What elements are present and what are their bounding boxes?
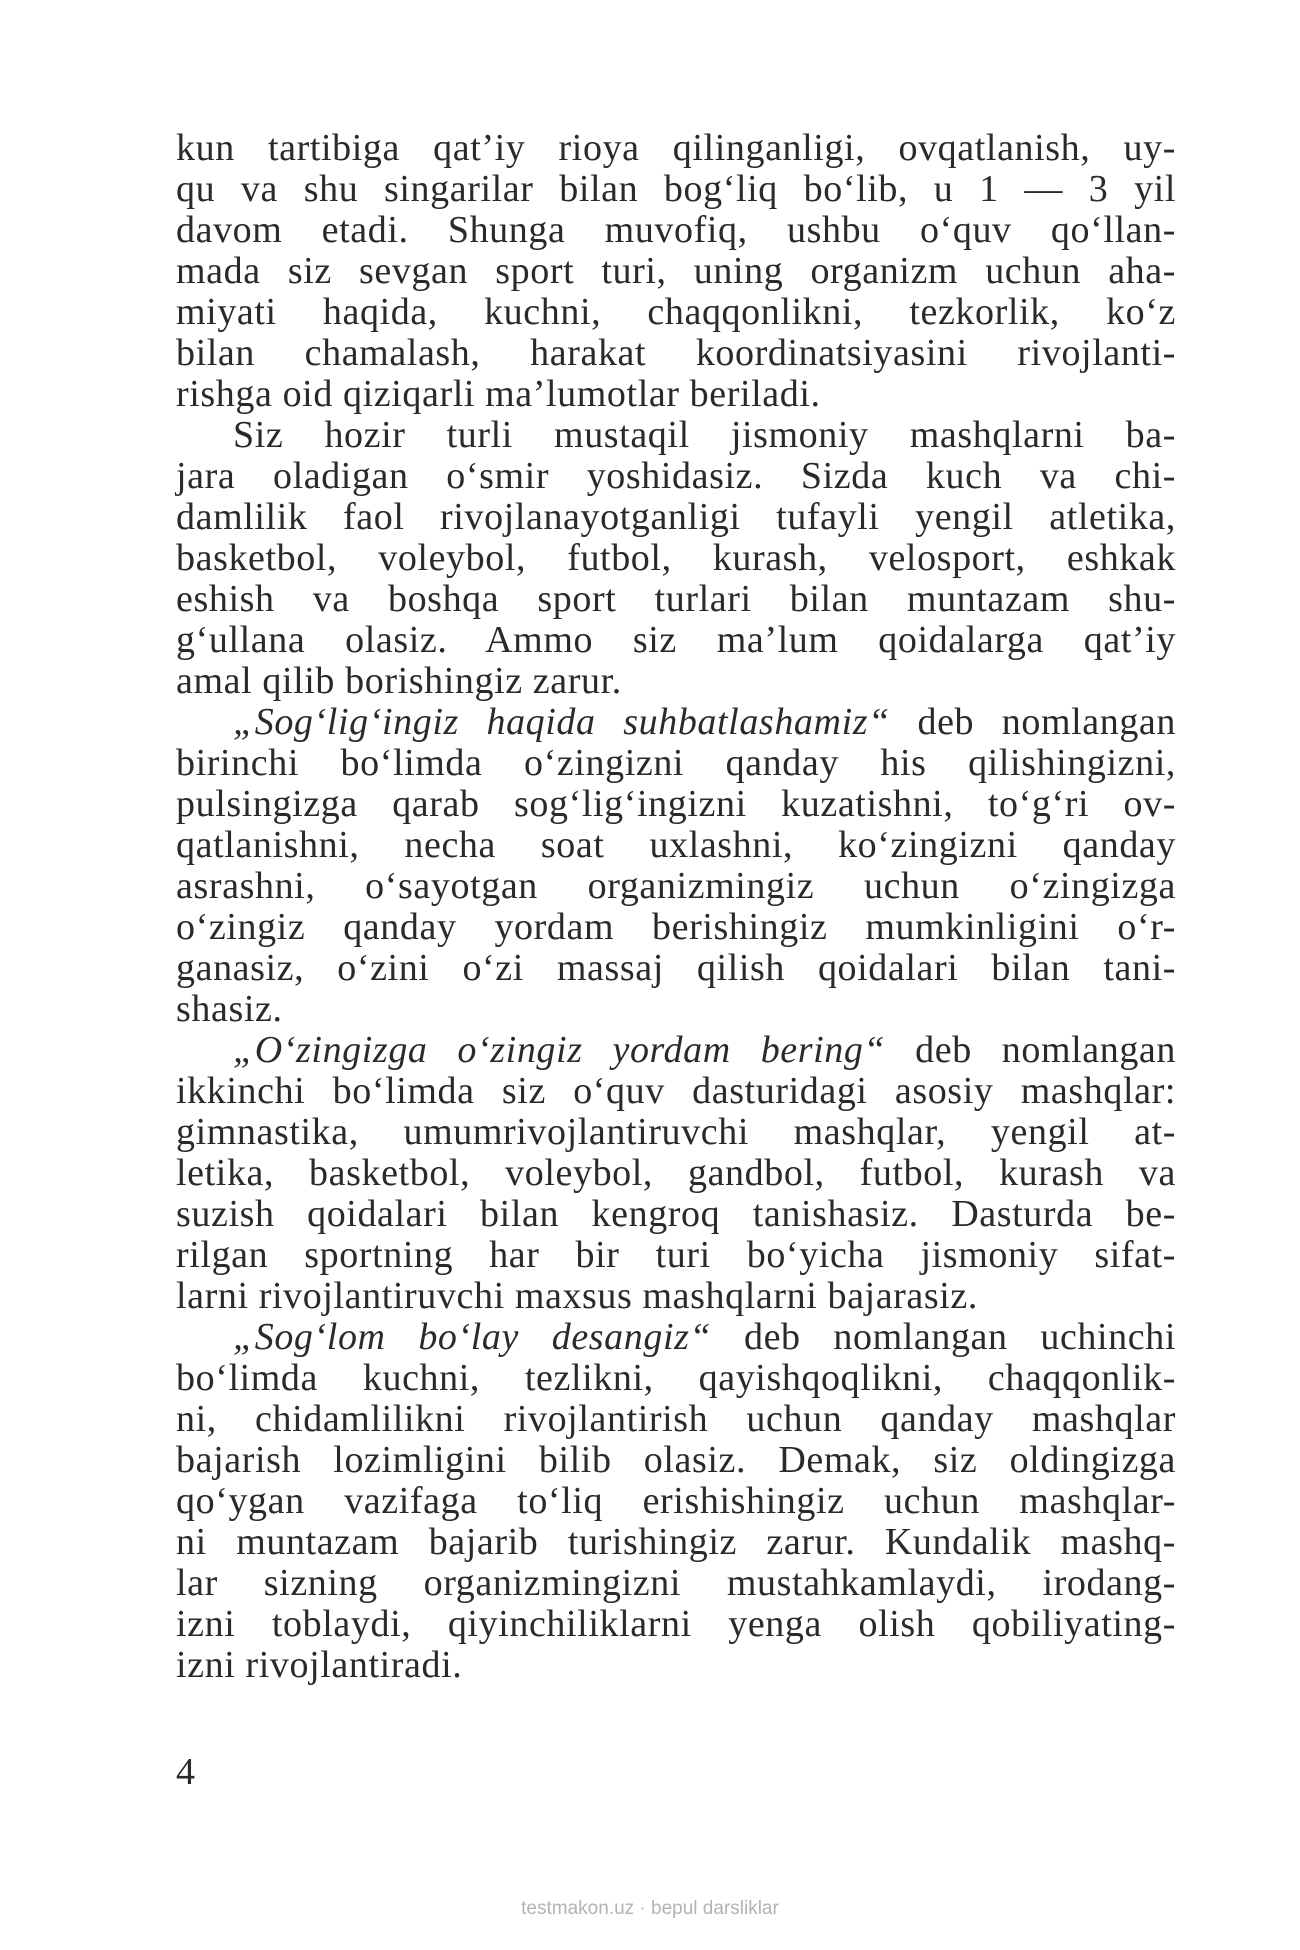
text-line: larni rivojlantiruvchi maxsus mashqlarni bajarasiz. [176,1275,978,1317]
paragraph-5 [176,1317,1176,1686]
section-title-emphasis: „O‘zingizga o‘zingiz yordam bering“ [233,1029,886,1071]
text-span: deb nomlangan uchinchi [711,1316,1176,1358]
text-line: kun tartibiga qat’iy rioya qilinganligi, ovqatlanish, uy- [176,127,1176,169]
section-title-emphasis: „Sog‘lig‘ingiz haqida suhbatlashamiz“ [233,701,890,743]
paragraph-2 [176,415,1176,702]
text-line: izni rivojlantiradi. [176,1644,463,1686]
text-span: deb nomlangan [885,1029,1176,1071]
text-line: eshish va boshqa sport turlari bilan muntazam shu- [176,578,1176,620]
text-line: miyati haqida, kuchni, chaqqonlikni, tezkorlik, ko‘z [176,291,1176,333]
text-line: asrashni, o‘sayotgan organizmingiz uchun o‘zingizga [176,865,1176,907]
document-body [176,128,1176,1686]
text-line: shasiz. [176,988,283,1030]
text-line: letika, basketbol, voleybol, gandbol, futbol, kurash va [176,1152,1176,1194]
text-line: qo‘ygan vazifaga to‘liq erishishingiz uchun mashqlar- [176,1480,1176,1522]
text-line: qatlanishni, necha soat uxlashni, ko‘zingizni qanday [176,824,1176,866]
text-line: basketbol, voleybol, futbol, kurash, velosport, eshkak [176,537,1176,579]
text-span: deb nomlangan [889,701,1176,743]
page-number: 4 [176,1751,195,1793]
text-line: bo‘limda kuchni, tezlikni, qayishqoqlikni, chaqqonlik- [176,1357,1176,1399]
text-line: g‘ullana olasiz. Ammo siz ma’lum qoidalarga qat’iy [176,619,1176,661]
text-line: mada siz sevgan sport turi, uning organizm uchun aha- [176,250,1176,292]
text-line: lar sizning organizmingizni mustahkamlaydi, irodang- [176,1562,1176,1604]
watermark-text: testmakon.uz · bepul darsliklar [521,1898,779,1919]
text-line: o‘zingiz qanday yordam berishingiz mumkinligini o‘r- [176,906,1176,948]
text-line: ni muntazam bajarib turishingiz zarur. Kundalik mashq- [176,1521,1176,1563]
paragraph-3 [176,702,1176,1030]
text-line: amal qilib borishingiz zarur. [176,660,622,702]
text-line: ganasiz, o‘zini o‘zi massaj qilish qoidalari bilan tani- [176,947,1176,989]
text-line [176,1317,1176,1358]
text-line: davom etadi. Shunga muvofiq, ushbu o‘quv qo‘llan- [176,209,1176,251]
paragraph-1 [176,128,1176,415]
text-line: Siz hozir turli mustaqil jismoniy mashqlarni ba- [233,414,1176,456]
text-line: rishga oid qiziqarli ma’lumotlar beriladi. [176,373,821,415]
text-line: jara oladigan o‘smir yoshidasiz. Sizda kuch va chi- [176,455,1176,497]
text-line: qu va shu singarilar bilan bog‘liq bo‘lib, u 1 — 3 yil [176,168,1176,210]
paragraph-4 [176,1030,1176,1317]
text-line: birinchi bo‘limda o‘zingizni qanday his qilishingizni, [176,742,1176,784]
text-line: gimnastika, umumrivojlantiruvchi mashqlar, yengil at- [176,1111,1176,1153]
text-line: pulsingizga qarab sog‘lig‘ingizni kuzatishni, to‘g‘ri ov- [176,783,1176,825]
section-title-emphasis: „Sog‘lom bo‘lay desangiz“ [233,1316,712,1358]
text-line: izni toblaydi, qiyinchiliklarni yenga olish qobiliyating- [176,1603,1176,1645]
text-line [176,702,1176,743]
text-line [176,1030,1176,1071]
text-line: bilan chamalash, harakat koordinatsiyasini rivojlanti- [176,332,1176,374]
text-line: rilgan sportning har bir turi bo‘yicha jismoniy sifat- [176,1234,1176,1276]
text-line: ni, chidamlilikni rivojlantirish uchun qanday mashqlar [176,1398,1176,1440]
text-line: damlilik faol rivojlanayotganligi tufayli yengil atletika, [176,496,1176,538]
text-line: suzish qoidalari bilan kengroq tanishasiz. Dasturda be- [176,1193,1176,1235]
text-line: ikkinchi bo‘limda siz o‘quv dasturidagi asosiy mashqlar: [176,1070,1176,1112]
text-line: bajarish lozimligini bilib olasiz. Demak, siz oldingizga [176,1439,1176,1481]
